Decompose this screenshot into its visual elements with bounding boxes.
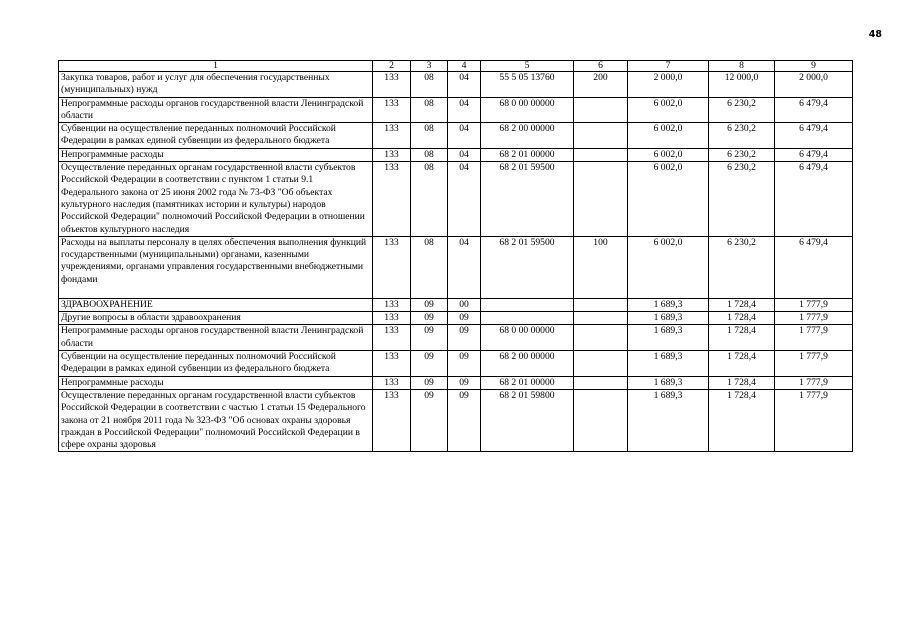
cell-col4: 04 <box>448 236 481 298</box>
header-cell: 5 <box>481 61 574 72</box>
table-row <box>59 123 853 149</box>
page-number: 48 <box>868 29 882 40</box>
cell-col7: 1 689,3 <box>628 298 709 311</box>
cell-col5: 68 2 01 59500 <box>481 236 574 298</box>
cell-col7: 1 689,3 <box>628 376 709 389</box>
cell-col5: 68 2 01 00000 <box>481 148 574 161</box>
cell-col2: 133 <box>373 376 411 389</box>
cell-col4: 09 <box>448 325 481 351</box>
table-row <box>59 148 853 161</box>
budget-table <box>58 60 853 452</box>
cell-col3: 09 <box>411 351 448 377</box>
cell-col3: 08 <box>411 148 448 161</box>
cell-col2: 133 <box>373 148 411 161</box>
row-name-cell: Осуществление переданных органам государственной власти субъектов Российской Федерации в соответствии с пунктом 1 статьи 9.1 Федерального закона от 25 июня 2002 года № 73-ФЗ "Об объектах культурного наследия (памятниках истории и культуры) народов Российской Федерации" полномочий Российской Федерации в отношении объектов культурного наследия <box>59 162 373 237</box>
cell-col9: 2 000,0 <box>775 72 853 98</box>
cell-col2: 133 <box>373 351 411 377</box>
cell-col8: 1 728,4 <box>709 376 775 389</box>
cell-col2: 133 <box>373 72 411 98</box>
cell-col3: 08 <box>411 97 448 123</box>
cell-col9: 6 479,4 <box>775 162 853 237</box>
cell-col2: 133 <box>373 389 411 451</box>
cell-col4: 04 <box>448 148 481 161</box>
cell-col5: 55 5 05 13760 <box>481 72 574 98</box>
cell-col4: 09 <box>448 351 481 377</box>
row-name-cell: Субвенции на осуществление переданных полномочий Российской Федерации в рамках единой субвенции из федерального бюджета <box>59 123 373 149</box>
cell-col6 <box>574 97 628 123</box>
row-name-cell: Непрограммные расходы органов государственной власти Ленинградской области <box>59 97 373 123</box>
cell-col9: 1 777,9 <box>775 325 853 351</box>
cell-col6 <box>574 351 628 377</box>
cell-col4: 04 <box>448 97 481 123</box>
cell-col8: 6 230,2 <box>709 162 775 237</box>
cell-col4: 04 <box>448 123 481 149</box>
cell-col5 <box>481 298 574 311</box>
cell-col3: 09 <box>411 389 448 451</box>
cell-col3: 09 <box>411 312 448 325</box>
row-name-cell: Другие вопросы в области здравоохранения <box>59 312 373 325</box>
cell-col8: 1 728,4 <box>709 298 775 311</box>
cell-col7: 1 689,3 <box>628 325 709 351</box>
cell-col4: 00 <box>448 298 481 311</box>
cell-col8: 6 230,2 <box>709 123 775 149</box>
cell-col2: 133 <box>373 123 411 149</box>
table-row <box>59 72 853 98</box>
cell-col7: 6 002,0 <box>628 236 709 298</box>
cell-col9: 1 777,9 <box>775 376 853 389</box>
cell-col8: 1 728,4 <box>709 325 775 351</box>
cell-col4: 04 <box>448 72 481 98</box>
header-cell: 3 <box>411 61 448 72</box>
cell-col6 <box>574 162 628 237</box>
cell-col5: 68 2 01 00000 <box>481 376 574 389</box>
cell-col3: 09 <box>411 298 448 311</box>
cell-col6: 200 <box>574 72 628 98</box>
cell-col9: 6 479,4 <box>775 148 853 161</box>
cell-col8: 1 728,4 <box>709 312 775 325</box>
cell-col7: 6 002,0 <box>628 123 709 149</box>
cell-col6 <box>574 298 628 311</box>
table-row <box>59 376 853 389</box>
cell-col3: 08 <box>411 162 448 237</box>
header-cell: 4 <box>448 61 481 72</box>
row-name-cell: Непрограммные расходы <box>59 148 373 161</box>
cell-col5: 68 2 01 59500 <box>481 162 574 237</box>
cell-col6 <box>574 389 628 451</box>
cell-col5: 68 2 01 59800 <box>481 389 574 451</box>
header-cell: 7 <box>628 61 709 72</box>
cell-col6 <box>574 312 628 325</box>
cell-col5: 68 0 00 00000 <box>481 325 574 351</box>
table-row <box>59 351 853 377</box>
row-name-cell: Субвенции на осуществление переданных полномочий Российской Федерации в рамках единой субвенции из федерального бюджета <box>59 351 373 377</box>
row-name-cell: ЗДРАВООХРАНЕНИЕ <box>59 298 373 311</box>
cell-col7: 1 689,3 <box>628 312 709 325</box>
cell-col9: 1 777,9 <box>775 351 853 377</box>
cell-col9: 1 777,9 <box>775 298 853 311</box>
cell-col6: 100 <box>574 236 628 298</box>
cell-col4: 09 <box>448 376 481 389</box>
cell-col3: 09 <box>411 325 448 351</box>
table-header-row <box>59 61 853 72</box>
cell-col2: 133 <box>373 236 411 298</box>
cell-col7: 1 689,3 <box>628 389 709 451</box>
cell-col9: 6 479,4 <box>775 236 853 298</box>
cell-col8: 1 728,4 <box>709 351 775 377</box>
row-name-cell: Осуществление переданных органам государственной власти субъектов Российской Федерации в соответствии с частью 1 статьи 15 Федерального закона от 21 ноября 2011 года № 323-ФЗ "Об основах охраны здоровья граждан в Российской Федерации" полномочий Российской Федерации в сфере охраны здоровья <box>59 389 373 451</box>
cell-col2: 133 <box>373 97 411 123</box>
row-name-cell: Закупка товаров, работ и услуг для обеспечения государственных (муниципальных) нужд <box>59 72 373 98</box>
cell-col9: 1 777,9 <box>775 389 853 451</box>
cell-col2: 133 <box>373 298 411 311</box>
cell-col5: 68 2 00 00000 <box>481 351 574 377</box>
cell-col4: 09 <box>448 389 481 451</box>
row-name-cell: Расходы на выплаты персоналу в целях обеспечения выполнения функций государственными (муниципальными) органами, казенными учреждениями, органами управления государственными внебюджетными фондами <box>59 236 373 298</box>
cell-col4: 09 <box>448 312 481 325</box>
cell-col7: 6 002,0 <box>628 97 709 123</box>
header-cell: 6 <box>574 61 628 72</box>
cell-col6 <box>574 123 628 149</box>
cell-col8: 1 728,4 <box>709 389 775 451</box>
header-cell: 2 <box>373 61 411 72</box>
cell-col3: 08 <box>411 123 448 149</box>
table-row <box>59 162 853 237</box>
cell-col9: 6 479,4 <box>775 97 853 123</box>
row-name-cell: Непрограммные расходы органов государственной власти Ленинградской области <box>59 325 373 351</box>
table-row <box>59 312 853 325</box>
cell-col7: 2 000,0 <box>628 72 709 98</box>
table-row <box>59 325 853 351</box>
cell-col2: 133 <box>373 312 411 325</box>
cell-col5 <box>481 312 574 325</box>
cell-col6 <box>574 148 628 161</box>
cell-col5: 68 0 00 00000 <box>481 97 574 123</box>
cell-col7: 6 002,0 <box>628 148 709 161</box>
cell-col4: 04 <box>448 162 481 237</box>
header-cell: 8 <box>709 61 775 72</box>
cell-col3: 08 <box>411 236 448 298</box>
cell-col8: 6 230,2 <box>709 148 775 161</box>
cell-col6 <box>574 325 628 351</box>
table-row <box>59 389 853 451</box>
cell-col5: 68 2 00 00000 <box>481 123 574 149</box>
cell-col8: 6 230,2 <box>709 97 775 123</box>
table-row <box>59 236 853 298</box>
cell-col9: 6 479,4 <box>775 123 853 149</box>
cell-col3: 08 <box>411 72 448 98</box>
table-row <box>59 298 853 311</box>
cell-col8: 12 000,0 <box>709 72 775 98</box>
header-cell: 1 <box>59 61 373 72</box>
cell-col2: 133 <box>373 325 411 351</box>
cell-col7: 6 002,0 <box>628 162 709 237</box>
cell-col2: 133 <box>373 162 411 237</box>
cell-col6 <box>574 376 628 389</box>
cell-col9: 1 777,9 <box>775 312 853 325</box>
cell-col7: 1 689,3 <box>628 351 709 377</box>
row-name-cell: Непрограммные расходы <box>59 376 373 389</box>
cell-col8: 6 230,2 <box>709 236 775 298</box>
cell-col3: 09 <box>411 376 448 389</box>
header-cell: 9 <box>775 61 853 72</box>
table-row <box>59 97 853 123</box>
